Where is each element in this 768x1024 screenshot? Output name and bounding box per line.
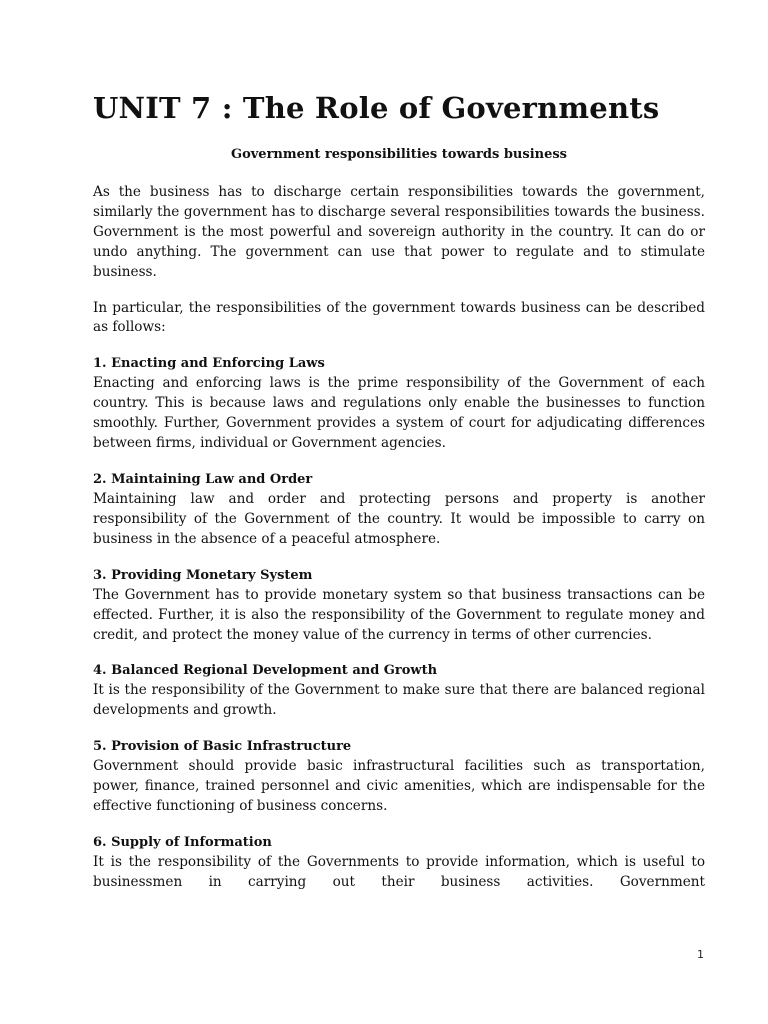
section-body: Enacting and enforcing laws is the prime responsibility of the Government of each country. This is because laws and regulations only enable the businesses to function smoothly. Further, Government provides a system of court for adjudicating differences between firms, individual or Government agencies. (93, 375, 705, 452)
intro-paragraph: In particular, the responsibilities of the government towards business can be described as follows: (93, 299, 705, 336)
section-body: The Government has to provide monetary system so that business transactions can be effected. Further, it is also the responsibility of the Government to regulate money and credit, and protect the money value of the currency in terms of other currencies. (93, 586, 705, 643)
page-number: 1 (697, 948, 704, 961)
section-heading: 6. Supply of Information (93, 834, 272, 850)
intro-paragraph: As the business has to discharge certain responsibilities towards the government, similarly the government has to discharge several responsibilities towards the business. Government is the most powerful and sovereign authority in the country. It can do or undo anything. The government can use that power to regulate and to stimulate business. (93, 184, 705, 280)
section-heading: 1. Enacting and Enforcing Laws (93, 356, 325, 372)
page-title: UNIT 7 : The Role of Governments (93, 91, 660, 125)
section-monetary-system (93, 566, 705, 646)
section-heading: 3. Providing Monetary System (93, 567, 313, 583)
section-heading: 2. Maintaining Law and Order (93, 471, 313, 487)
section-basic-infrastructure (93, 737, 705, 817)
section-supply-of-information (93, 833, 705, 893)
section-heading: 4. Balanced Regional Development and Growth (93, 663, 438, 679)
section-regional-development (93, 661, 705, 721)
section-body: It is the responsibility of the Governments to provide information, which is useful to businessmen in carrying out their business activities. Government (93, 853, 705, 890)
section-body: It is the responsibility of the Government to make sure that there are balanced regional developments and growth. (93, 682, 705, 719)
section-body: Government should provide basic infrastructural facilities such as transportation, power, finance, trained personnel and civic amenities, which are indispensable for the effective functioning of business concerns. (93, 758, 705, 815)
section-enacting-laws (93, 354, 705, 454)
page-subtitle: Government responsibilities towards business (230, 147, 567, 162)
section-heading: 5. Provision of Basic Infrastructure (93, 739, 352, 755)
section-law-and-order (93, 470, 705, 550)
section-body: Maintaining law and order and protecting persons and property is another responsibility of the Government of the country. It would be impossible to carry on business in the absence of a peaceful atmosphere. (93, 490, 705, 547)
document-page (93, 88, 705, 909)
